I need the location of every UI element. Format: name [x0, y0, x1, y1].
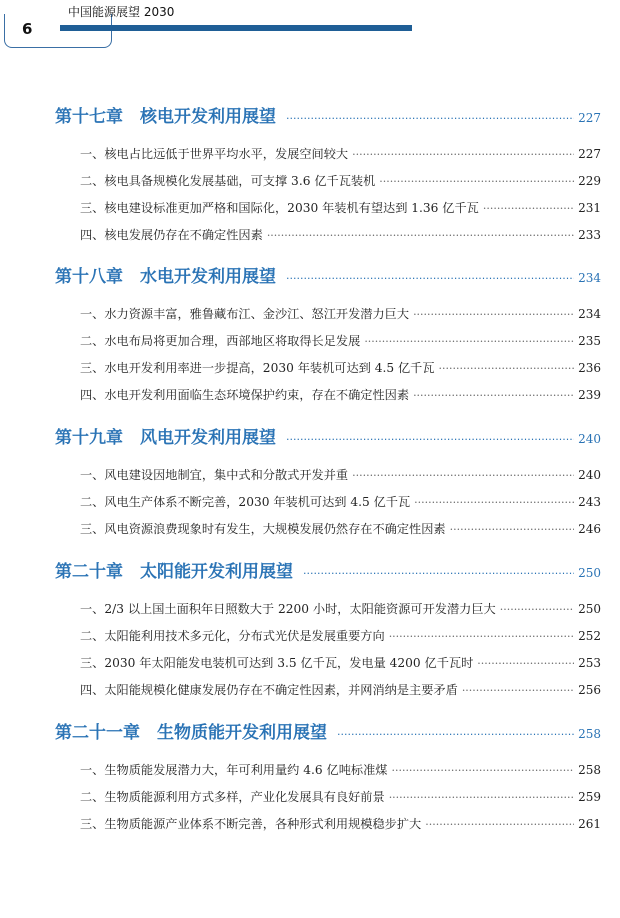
toc-chapter-18[interactable]: [55, 262, 601, 287]
leader-dots: [391, 764, 574, 777]
chapter-title: 第十七章 核电开发利用展望: [55, 107, 276, 127]
leader-dots: [425, 818, 574, 831]
toc-chapter-19[interactable]: [55, 423, 601, 448]
section-page: 231: [578, 201, 601, 215]
chapter-title: 第二十一章 生物质能开发利用展望: [55, 723, 327, 743]
chapter-page: 240: [578, 432, 601, 446]
section-title: 二、太阳能利用技术多元化，分布式光伏是发展重要方向: [80, 629, 385, 643]
leader-dots: [352, 469, 574, 482]
toc-chapter-21[interactable]: [55, 718, 601, 743]
leader-dots: [286, 112, 574, 125]
leader-dots: [267, 229, 574, 242]
section-title: 四、太阳能规模化健康发展仍存在不确定性因素，并网消纳是主要矛盾: [80, 683, 458, 697]
section-title: 二、生物质能源利用方式多样，产业化发展具有良好前景: [80, 790, 385, 804]
leader-dots: [337, 728, 574, 741]
leader-dots: [286, 272, 574, 285]
leader-dots: [413, 389, 574, 402]
section-page: 259: [578, 790, 601, 804]
section-title: 二、水电布局将更加合理，西部地区将取得长足发展: [80, 334, 361, 348]
leader-dots: [413, 308, 574, 321]
toc-section-18-4[interactable]: [80, 386, 601, 403]
section-page: 253: [578, 656, 601, 670]
section-title: 三、风电资源浪费现象时有发生，大规模发展仍然存在不确定性因素: [80, 522, 446, 536]
leader-dots: [303, 567, 574, 580]
leader-dots: [286, 433, 574, 446]
leader-dots: [462, 684, 574, 697]
section-page: 256: [578, 683, 601, 697]
toc-section-18-2[interactable]: [80, 332, 601, 349]
toc-section-21-3[interactable]: [80, 815, 601, 832]
section-page: 250: [578, 602, 601, 616]
toc-section-21-1[interactable]: [80, 761, 601, 778]
leader-dots: [352, 148, 574, 161]
book-title: 中国能源展望 2030: [68, 5, 175, 19]
chapter-title: 第十八章 水电开发利用展望: [55, 267, 276, 287]
leader-dots: [483, 202, 574, 215]
section-title: 四、核电发展仍存在不确定性因素: [80, 228, 263, 242]
section-page: 240: [578, 468, 601, 482]
chapter-page: 234: [578, 271, 601, 285]
section-page: 234: [578, 307, 601, 321]
section-title: 一、核电占比远低于世界平均水平，发展空间较大: [80, 147, 349, 161]
leader-dots: [379, 175, 574, 188]
section-title: 三、生物质能源产业体系不断完善，各种形式利用规模稳步扩大: [80, 817, 422, 831]
toc-section-20-1[interactable]: [80, 600, 601, 617]
section-title: 一、生物质能发展潜力大，年可利用量约 4.6 亿吨标准煤: [80, 763, 388, 777]
header-bar: [60, 25, 412, 31]
chapter-page: 227: [578, 111, 601, 125]
leader-dots: [389, 791, 574, 804]
section-title: 一、风电建设因地制宜，集中式和分散式开发并重: [80, 468, 349, 482]
leader-dots: [364, 335, 574, 348]
section-page: 239: [578, 388, 601, 402]
toc-section-19-2[interactable]: [80, 493, 601, 510]
toc-section-18-3[interactable]: [80, 359, 601, 376]
section-page: 258: [578, 763, 601, 777]
section-page: 235: [578, 334, 601, 348]
section-title: 二、风电生产体系不断完善，2030 年装机可达到 4.5 亿千瓦: [80, 495, 411, 509]
section-page: 246: [578, 522, 601, 536]
section-page: 243: [578, 495, 601, 509]
toc-chapter-20[interactable]: [55, 557, 601, 582]
toc-section-20-2[interactable]: [80, 627, 601, 644]
section-page: 252: [578, 629, 601, 643]
section-title: 四、水电开发利用面临生态环境保护约束，存在不确定性因素: [80, 388, 410, 402]
toc-section-19-1[interactable]: [80, 466, 601, 483]
leader-dots: [500, 603, 574, 616]
section-title: 一、2/3 以上国土面积年日照数大于 2200 小时，太阳能资源可开发潜力巨大: [80, 602, 496, 616]
section-title: 三、2030 年太阳能发电装机可达到 3.5 亿千瓦，发电量 4200 亿千瓦时: [80, 656, 474, 670]
section-title: 一、水力资源丰富，雅鲁藏布江、金沙江、怒江开发潜力巨大: [80, 307, 410, 321]
chapter-page: 258: [578, 727, 601, 741]
toc-section-21-2[interactable]: [80, 788, 601, 805]
toc-section-19-3[interactable]: [80, 520, 601, 537]
leader-dots: [439, 362, 575, 375]
toc-section-20-4[interactable]: [80, 681, 601, 698]
leader-dots: [477, 657, 574, 670]
toc-section-17-3[interactable]: [80, 199, 601, 216]
chapter-title: 第二十章 太阳能开发利用展望: [55, 562, 293, 582]
section-page: 261: [578, 817, 601, 831]
section-title: 二、核电具备规模化发展基础，可支撑 3.6 亿千瓦装机: [80, 174, 376, 188]
toc-section-20-3[interactable]: [80, 654, 601, 671]
toc-chapter-17[interactable]: [55, 102, 601, 127]
leader-dots: [450, 523, 574, 536]
leader-dots: [414, 496, 574, 509]
toc-section-18-1[interactable]: [80, 305, 601, 322]
toc-section-17-4[interactable]: [80, 226, 601, 243]
page-number: 6: [22, 20, 33, 38]
toc-section-17-1[interactable]: [80, 145, 601, 162]
toc-section-17-2[interactable]: [80, 172, 601, 189]
section-page: 227: [578, 147, 601, 161]
page-header: [0, 0, 620, 60]
leader-dots: [389, 630, 574, 643]
section-page: 229: [578, 174, 601, 188]
section-title: 三、核电建设标准更加严格和国际化，2030 年装机有望达到 1.36 亿千瓦: [80, 201, 479, 215]
chapter-page: 250: [578, 566, 601, 580]
chapter-title: 第十九章 风电开发利用展望: [55, 428, 276, 448]
section-page: 236: [578, 361, 601, 375]
section-title: 三、水电开发利用率进一步提高，2030 年装机可达到 4.5 亿千瓦: [80, 361, 435, 375]
section-page: 233: [578, 228, 601, 242]
